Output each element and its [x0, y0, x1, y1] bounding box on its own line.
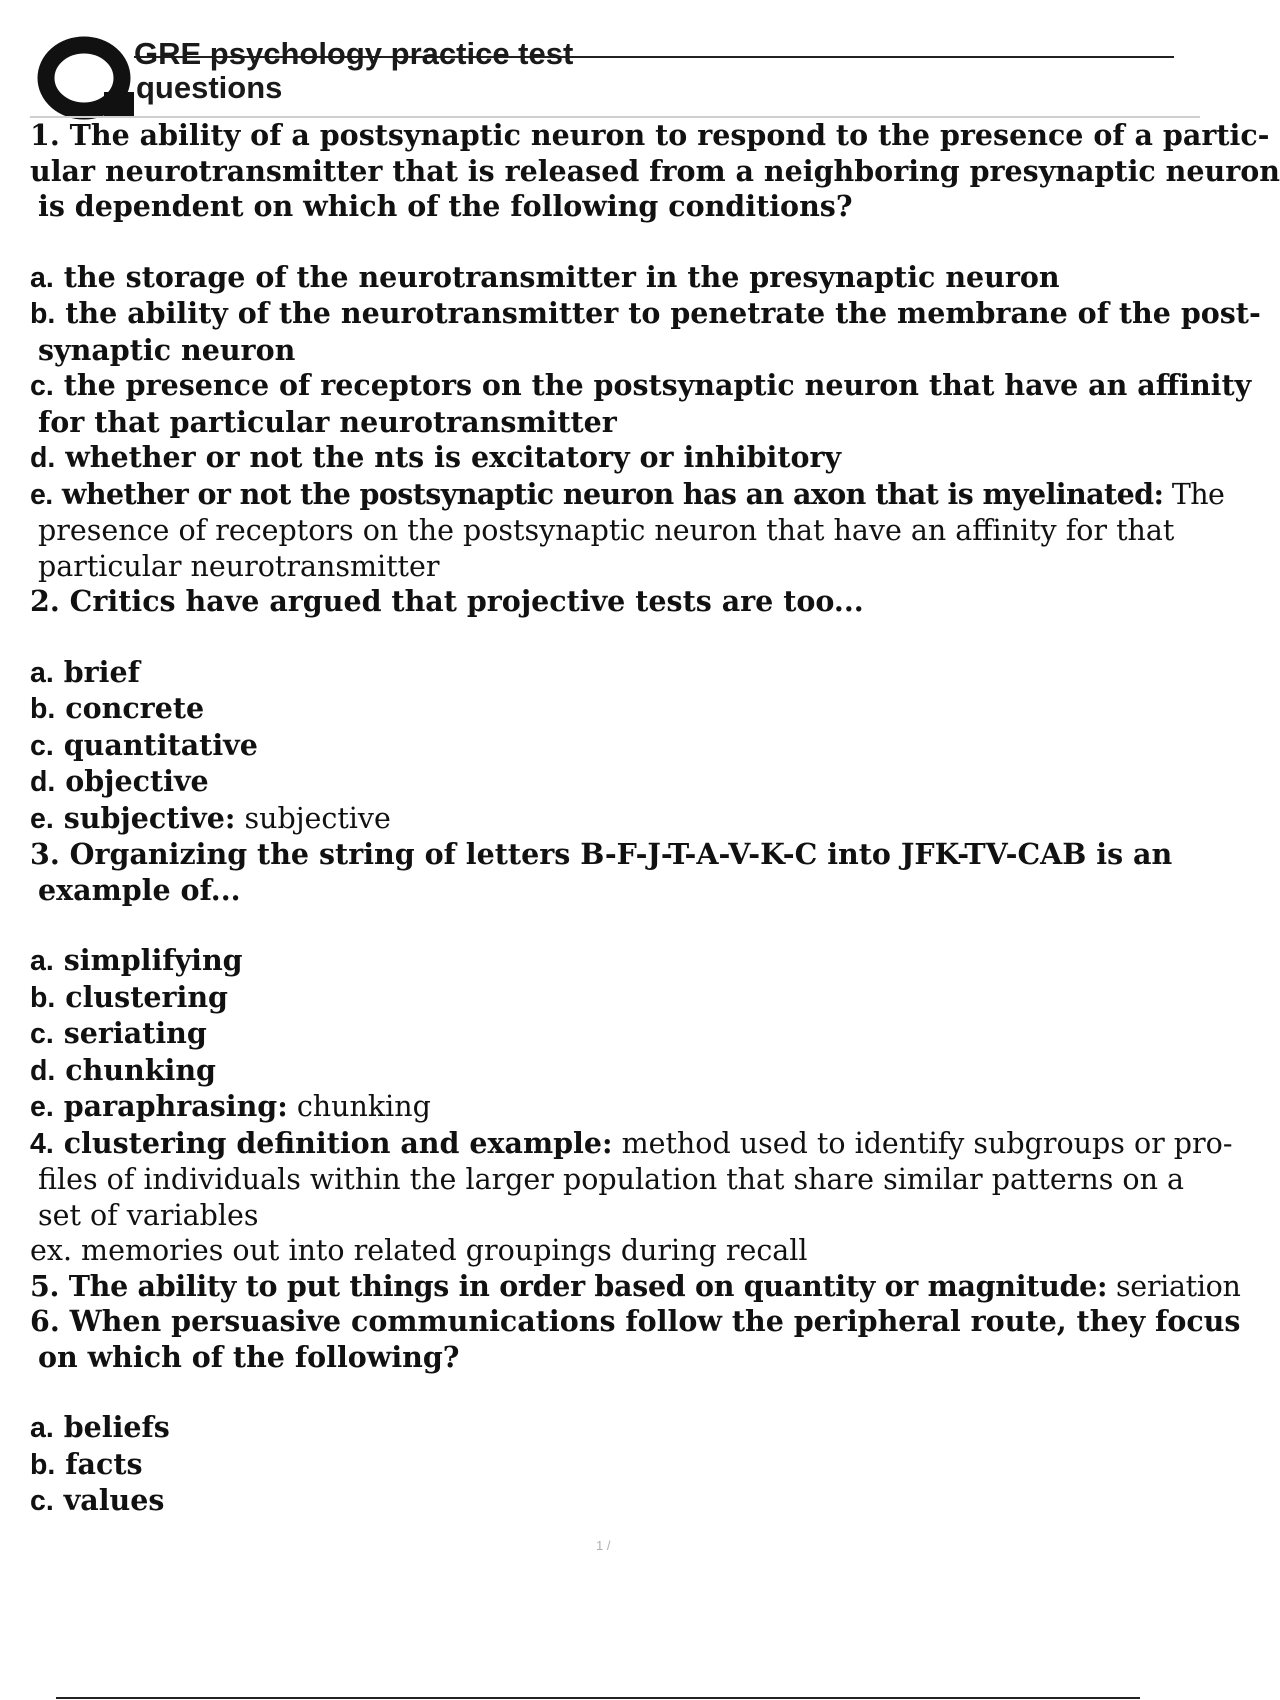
option-label: a. [30, 656, 54, 689]
document-title-continued: questions [136, 70, 283, 105]
question-text: 5. The ability to put things in order based on quantity or magnitude: [30, 1268, 1108, 1303]
option-text: facts [55, 1446, 143, 1481]
question-3-line-1: 3. Organizing the string of letters B-F-J-T-A-V-K-C into JFK-TV-CAB is an [30, 837, 1173, 871]
question-3-option-d [30, 1053, 1180, 1090]
question-1-option-b [30, 296, 1261, 333]
question-2-line-1: 2. Critics have argued that projective tests are too... [30, 584, 864, 618]
option-label: e. [30, 1091, 54, 1123]
option-text: simplifying [53, 943, 243, 977]
answer-text: The [1163, 477, 1225, 511]
option-text: seriating [53, 1016, 207, 1050]
option-label: c. [30, 370, 54, 402]
question-6-option-b [30, 1447, 1180, 1484]
spacer [30, 620, 1180, 655]
question-2-option-b [30, 691, 1180, 728]
question-number: 4. [30, 1127, 54, 1160]
question-5 [30, 1268, 1241, 1305]
question-6-line-1: 6. When persuasive communications follow the peripheral route, they focus [30, 1304, 1241, 1338]
question-2-option-e [30, 801, 1180, 838]
option-text: values [53, 1483, 165, 1517]
option-text: brief [53, 654, 140, 689]
option-text: paraphrasing: [53, 1089, 288, 1123]
question-6-line-2: on which of the following? [38, 1339, 460, 1374]
q-logo-icon [32, 36, 142, 124]
question-3-option-a [30, 943, 1180, 980]
option-text: chunking [55, 1052, 216, 1087]
footer-divider [56, 1697, 1140, 1699]
option-label: a. [30, 945, 54, 977]
question-1-line-1: 1. The ability of a postsynaptic neuron to respond to the presence of a partic- [30, 118, 1270, 152]
question-1-option-b-continued: synaptic neuron [38, 332, 296, 367]
document-title: GRE psychology practice test [134, 36, 574, 71]
option-label: b. [30, 981, 56, 1014]
option-label: b. [30, 693, 56, 725]
option-label: c. [30, 729, 54, 762]
option-label: e. [30, 478, 53, 511]
option-text: the storage of the neurotransmitter in the presynaptic neuron [53, 259, 1060, 294]
question-2-option-a [30, 655, 1180, 692]
page-number: 1 / [596, 1538, 611, 1553]
question-1-answer-line-3: particular neurotransmitter [38, 549, 440, 583]
question-list [30, 118, 1280, 1520]
answer-text: chunking [287, 1090, 431, 1123]
option-label: d. [30, 766, 56, 798]
option-label: c. [30, 1485, 54, 1517]
document-header [30, 28, 1190, 120]
question-6-option-a [30, 1410, 1180, 1447]
question-4-answer-line-4: ex. memories out into related groupings during recall [30, 1234, 808, 1267]
option-label: a. [30, 1412, 54, 1444]
question-1-option-a [30, 260, 1180, 297]
question-1-option-c-continued: for that particular neurotransmitter [38, 404, 617, 439]
spacer [30, 908, 1180, 943]
option-text: clustering [55, 979, 228, 1014]
question-1-option-c [30, 368, 1252, 405]
option-text: subjective: [53, 800, 236, 835]
option-label: d. [30, 1054, 56, 1087]
question-1-line-3: is dependent on which of the following conditions? [38, 189, 853, 223]
question-1-option-d [30, 440, 1180, 477]
question-3-option-b [30, 980, 1180, 1017]
option-text: beliefs [53, 1410, 170, 1444]
option-text: whether or not the postsynaptic neuron has an axon that is myelinated: [52, 476, 1164, 511]
option-text: the ability of the neurotransmitter to penetrate the membrane of the post- [55, 296, 1261, 330]
option-text: concrete [55, 691, 205, 725]
spacer [30, 225, 1180, 260]
question-6-option-c [30, 1483, 1180, 1520]
option-label: b. [30, 1448, 56, 1481]
option-label: a. [30, 261, 54, 294]
question-2-option-c [30, 728, 1180, 765]
answer-text: method used to identify subgroups or pro- [612, 1126, 1233, 1160]
option-text: whether or not the nts is excitatory or inhibitory [55, 440, 842, 474]
answer-text: subjective [235, 801, 391, 835]
question-3-line-2: example of... [38, 872, 241, 907]
question-2-option-d [30, 764, 1180, 801]
spacer [30, 1375, 1180, 1410]
question-3-option-c [30, 1016, 1180, 1053]
question-1-line-2: ular neurotransmitter that is released from a neighboring presynaptic neuron [30, 153, 1280, 188]
option-label: e. [30, 802, 54, 835]
question-4-answer-line-2: files of individuals within the larger population that share similar patterns on a [38, 1163, 1184, 1196]
option-text: quantitative [53, 727, 258, 762]
option-text: the presence of receptors on the postsynaptic neuron that have an affinity [53, 368, 1252, 402]
answer-text: seriation [1107, 1269, 1241, 1303]
option-label: c. [30, 1018, 54, 1050]
option-label: b. [30, 298, 56, 330]
question-text: clustering definition and example: [53, 1125, 613, 1160]
option-text: objective [55, 764, 209, 798]
option-label: d. [30, 442, 56, 474]
question-3-option-e [30, 1089, 1180, 1126]
question-1-option-e [30, 476, 1225, 514]
question-1-answer-line-2: presence of receptors on the postsynaptic neuron that have an affinity for that [38, 514, 1175, 547]
question-4-line-1 [30, 1125, 1233, 1163]
question-4-answer-line-3: set of variables [38, 1198, 259, 1232]
